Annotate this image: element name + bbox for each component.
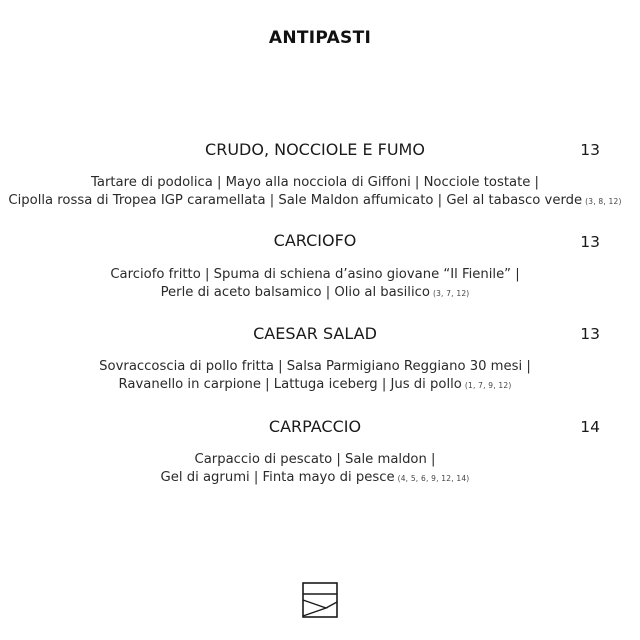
description-text: Cipolla rossa di Tropea IGP caramellata | Sale Maldon affumicato | Gel al tabasco verde [8,193,583,208]
item-price: 14 [580,418,600,436]
item-name: CAESAR SALAD [253,324,377,343]
allergens: (3, 7, 12) [432,289,470,298]
item-description-line [0,285,630,300]
item-description-line [0,193,630,208]
allergens: (1, 7, 9, 12) [464,381,512,390]
logo-graphic [302,582,338,618]
allergens: (3, 8, 12) [585,197,622,206]
item-price: 13 [580,233,600,251]
item-description-line: Tartare di podolica | Mayo alla nocciola di Giffoni | Nocciole tostate | [91,175,539,190]
item-name: CRUDO, NOCCIOLE E FUMO [205,140,425,159]
description-text: Gel di agrumi | Finta mayo di pesce [160,470,395,485]
section-title: ANTIPASTI [268,28,372,48]
item-description-line: Sovraccoscia di pollo fritta | Salsa Parmigiano Reggiano 30 mesi | [99,359,531,374]
envelope-logo-icon [302,582,338,618]
item-price: 13 [580,141,600,159]
description-text: Ravanello in carpione | Lattuga iceberg | Jus di pollo [118,377,462,392]
description-text: Perle di aceto balsamico | Olio al basilico [160,285,430,300]
item-description-line: Carpaccio di pescato | Sale maldon | [194,452,436,467]
item-name: CARCIOFO [273,231,357,250]
allergens: (4, 5, 6, 9, 12, 14) [397,474,470,483]
item-description-line: Carciofo fritto | Spuma di schiena d’asino giovane “Il Fienile” | [110,267,520,282]
item-description-line [0,377,630,392]
item-name: CARPACCIO [268,417,362,436]
item-price: 13 [580,325,600,343]
item-description-line [0,470,630,485]
